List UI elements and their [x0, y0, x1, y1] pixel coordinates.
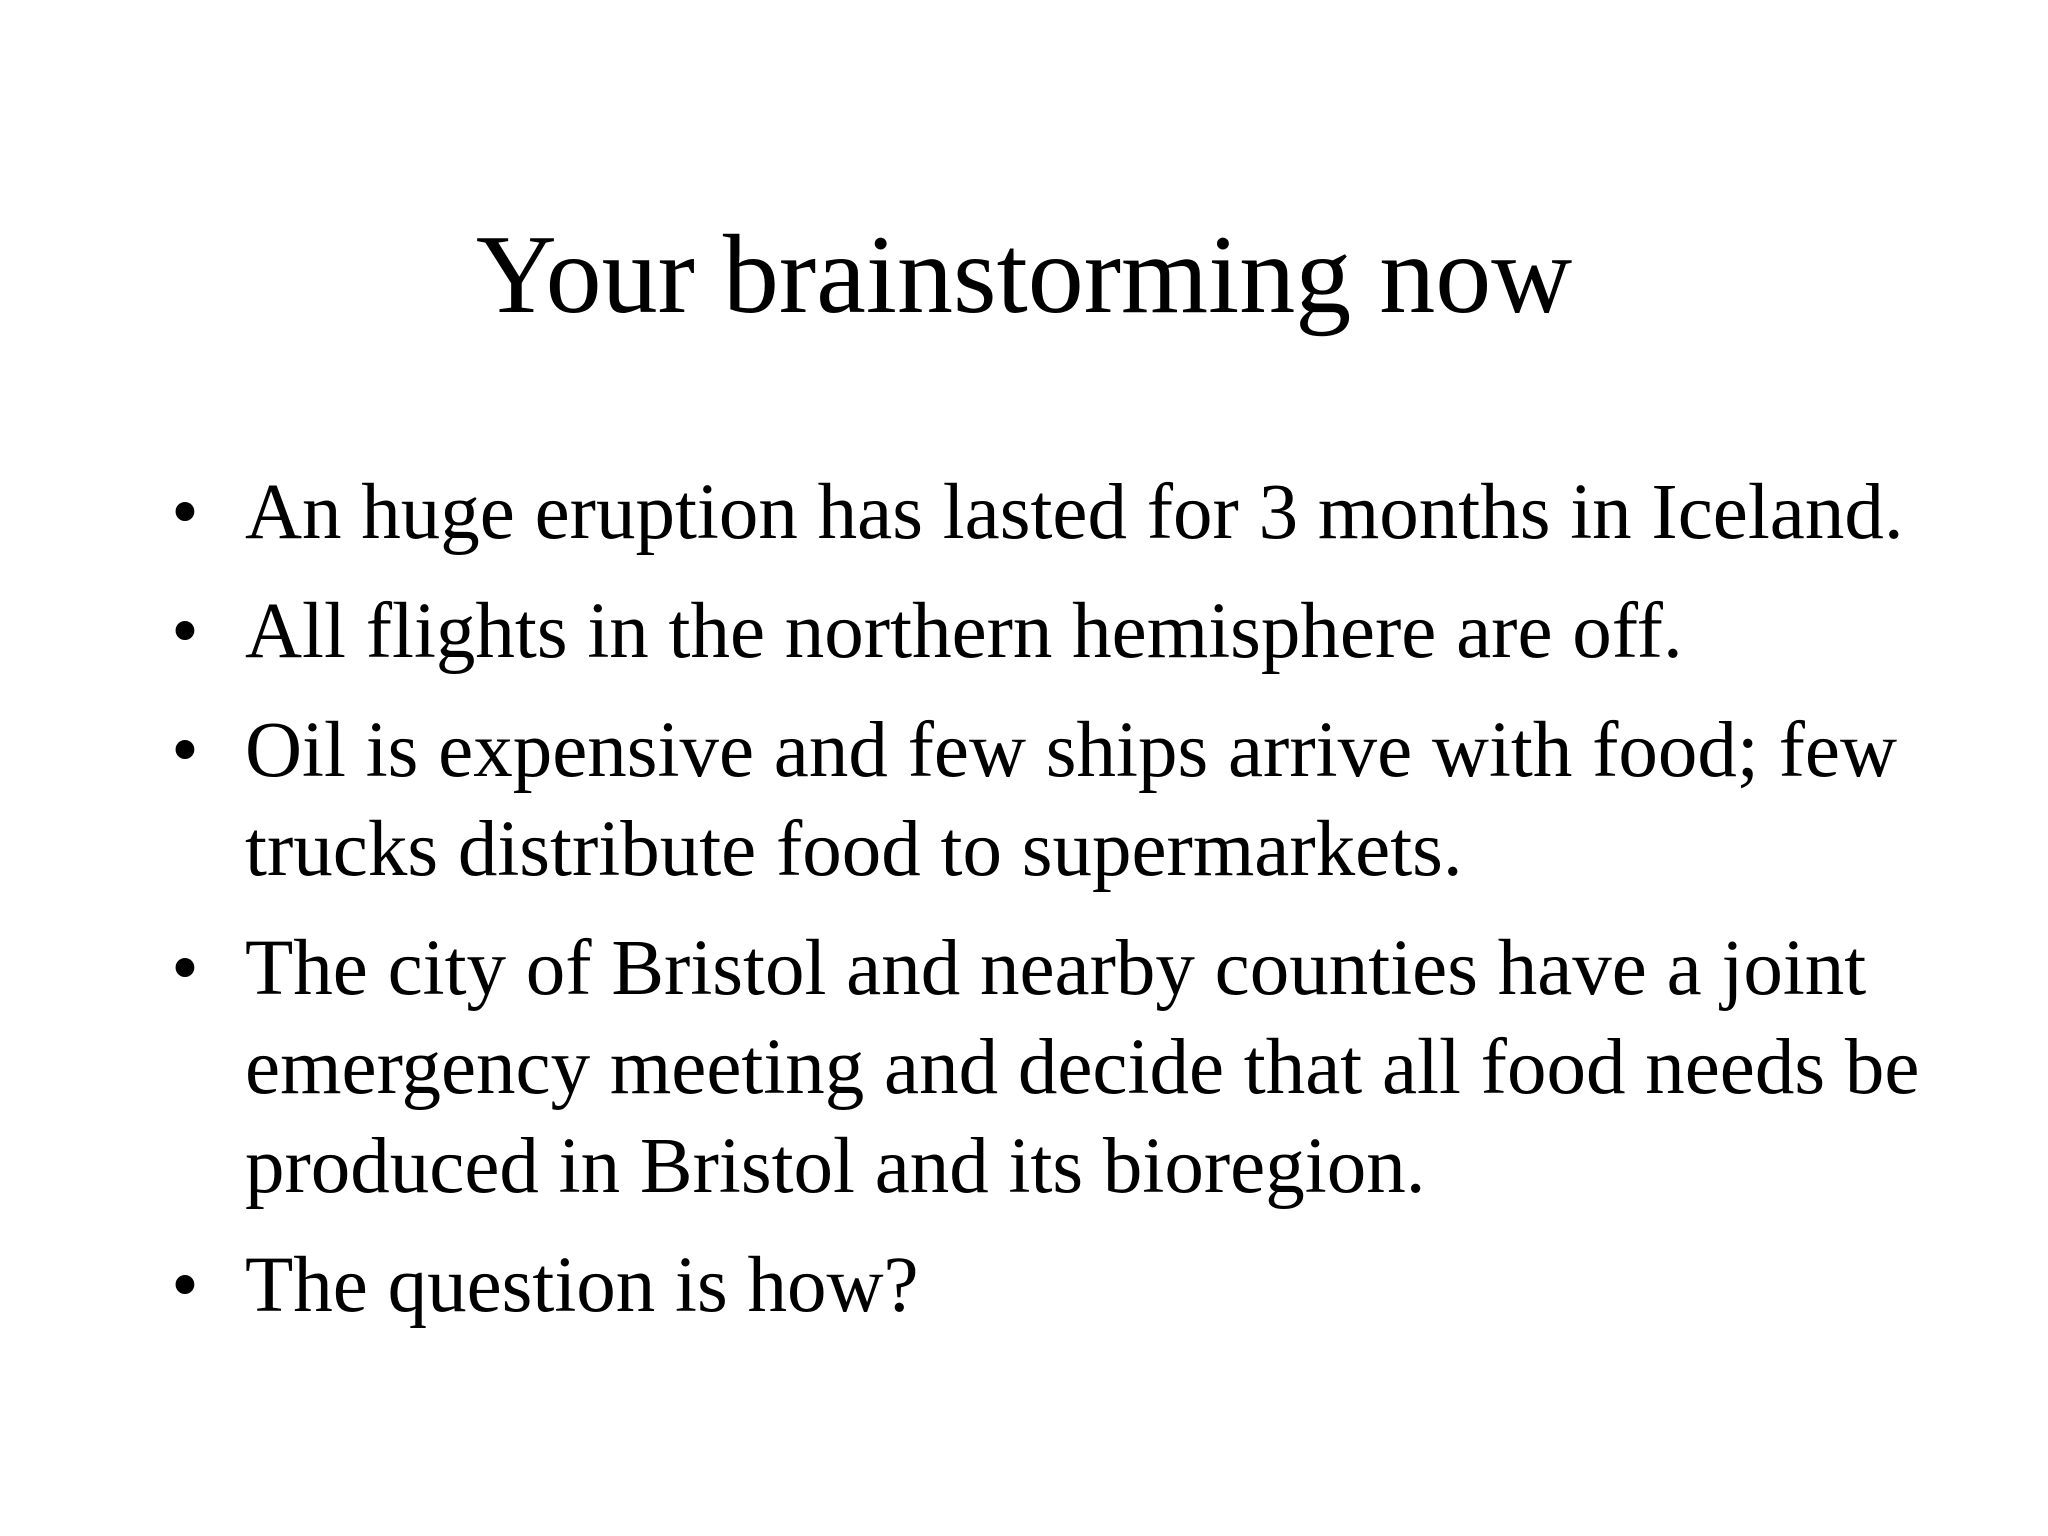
bullet-text: The question is how? [245, 1242, 919, 1329]
bullet-icon: • [171, 1242, 199, 1329]
bullet-icon: • [171, 707, 199, 794]
slide-title: Your brainstorming now [475, 213, 1573, 337]
bullet-text: The city of Bristol and nearby counties have a joint emergency meeting and decide that all food needs be produced in Bristol and its bioregion. [245, 925, 1920, 1210]
bullet-list [165, 463, 1945, 1355]
bullet-icon: • [171, 925, 199, 1012]
bullet-text: An huge eruption has lasted for 3 months in Iceland. [245, 469, 1904, 556]
bullet-text: All flights in the northern hemisphere are off. [245, 588, 1683, 675]
bullet-item [165, 582, 1945, 681]
bullet-item [165, 1236, 1945, 1335]
bullet-text: Oil is expensive and few ships arrive with food; few trucks distribute food to supermarkets. [245, 707, 1898, 893]
bullet-item [165, 463, 1945, 562]
bullet-item [165, 701, 1945, 899]
bullet-icon: • [171, 588, 199, 675]
bullet-icon: • [171, 469, 199, 556]
bullet-item [165, 919, 1945, 1216]
